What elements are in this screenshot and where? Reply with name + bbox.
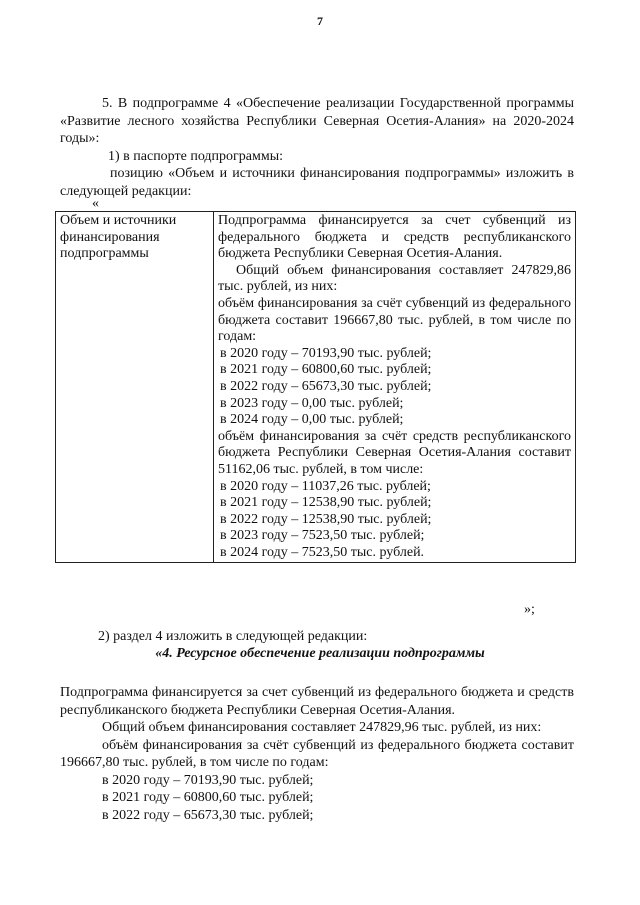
intro-block — [60, 95, 574, 200]
intro-paragraph: 5. В подпрограмме 4 «Обеспечение реализации Государственной программы «Развитие лесного хозяйства Республики Северная Осетия-Алания» на 2020-2024 годы»: — [60, 96, 574, 146]
section-para-1: Подпрограмма финансируется за счет субвенций из федерального бюджета и средств республиканского бюджета Республики Северная Осетия-Алания. — [60, 685, 574, 718]
right-total: Общий объем финансирования составляет 247829,86 тыс. рублей, из них: — [218, 262, 571, 295]
section-body — [60, 684, 574, 824]
section-year-2022: в 2022 году – 65673,30 тыс. рублей; — [102, 807, 314, 823]
regional-year-2023: в 2023 году – 7523,50 тыс. рублей; — [220, 528, 425, 544]
left-cell-line: подпрограммы — [60, 246, 149, 262]
section-item-2: 2) раздел 4 изложить в следующей редакции: — [98, 629, 368, 644]
intro-item-1: 1) в паспорте подпрограммы: — [108, 148, 284, 164]
right-intro: Подпрограмма финансируется за счет субвенций из федерального бюджета и средств республиканского бюджета Республики Северная Осетия-Алания. — [218, 213, 571, 262]
page-number: 7 — [317, 14, 323, 28]
section-para-2: Общий объем финансирования составляет 247829,96 тыс. рублей, из них: — [102, 720, 542, 735]
federal-year-2022: в 2022 году – 65673,30 тыс. рублей; — [220, 378, 432, 394]
right-cell — [214, 212, 576, 563]
regional-year-2024: в 2024 году – 7523,50 тыс. рублей. — [220, 544, 425, 560]
section-para-3: объём финансирования за счёт субвенций из федерального бюджета составит 196667,80 тыс. рублей, в том числе по годам: — [60, 737, 574, 770]
regional-year-2021: в 2021 году – 12538,90 тыс. рублей; — [220, 495, 432, 511]
quote-open: « — [92, 196, 99, 211]
left-cell — [56, 212, 214, 563]
section-heading: «4. Ресурсное обеспечение реализации подпрограммы — [155, 646, 485, 661]
federal-intro: объём финансирования за счёт субвенций из федерального бюджета составит 196667,80 тыс. рублей, в том числе по годам: — [218, 295, 571, 345]
passport-table — [55, 211, 576, 563]
left-cell-line: Объем и источники — [60, 213, 177, 228]
federal-year-2020: в 2020 году – 70193,90 тыс. рублей; — [220, 345, 432, 361]
left-cell-line: финансирования — [60, 229, 160, 245]
table-row — [56, 212, 576, 563]
section-year-2021: в 2021 году – 60800,60 тыс. рублей; — [102, 790, 314, 805]
federal-year-2021: в 2021 году – 60800,60 тыс. рублей; — [220, 362, 432, 378]
federal-year-2024: в 2024 году – 0,00 тыс. рублей; — [220, 412, 404, 428]
federal-year-2023: в 2023 году – 0,00 тыс. рублей; — [220, 395, 404, 411]
section-year-2020: в 2020 году – 70193,90 тыс. рублей; — [102, 772, 314, 788]
regional-year-2020: в 2020 году – 11037,26 тыс. рублей; — [220, 478, 431, 494]
quote-close: »; — [524, 602, 535, 617]
intro-item-1-text: позицию «Объем и источники финансирования подпрограммы» изложить в следующей редакции: — [60, 166, 574, 199]
regional-year-2022: в 2022 году – 12538,90 тыс. рублей; — [220, 511, 432, 527]
regional-intro: объём финансирования за счёт средств республиканского бюджета Республики Северная Осетия-Алания составит 51162,06 тыс. рублей, в том числе: — [218, 428, 571, 477]
